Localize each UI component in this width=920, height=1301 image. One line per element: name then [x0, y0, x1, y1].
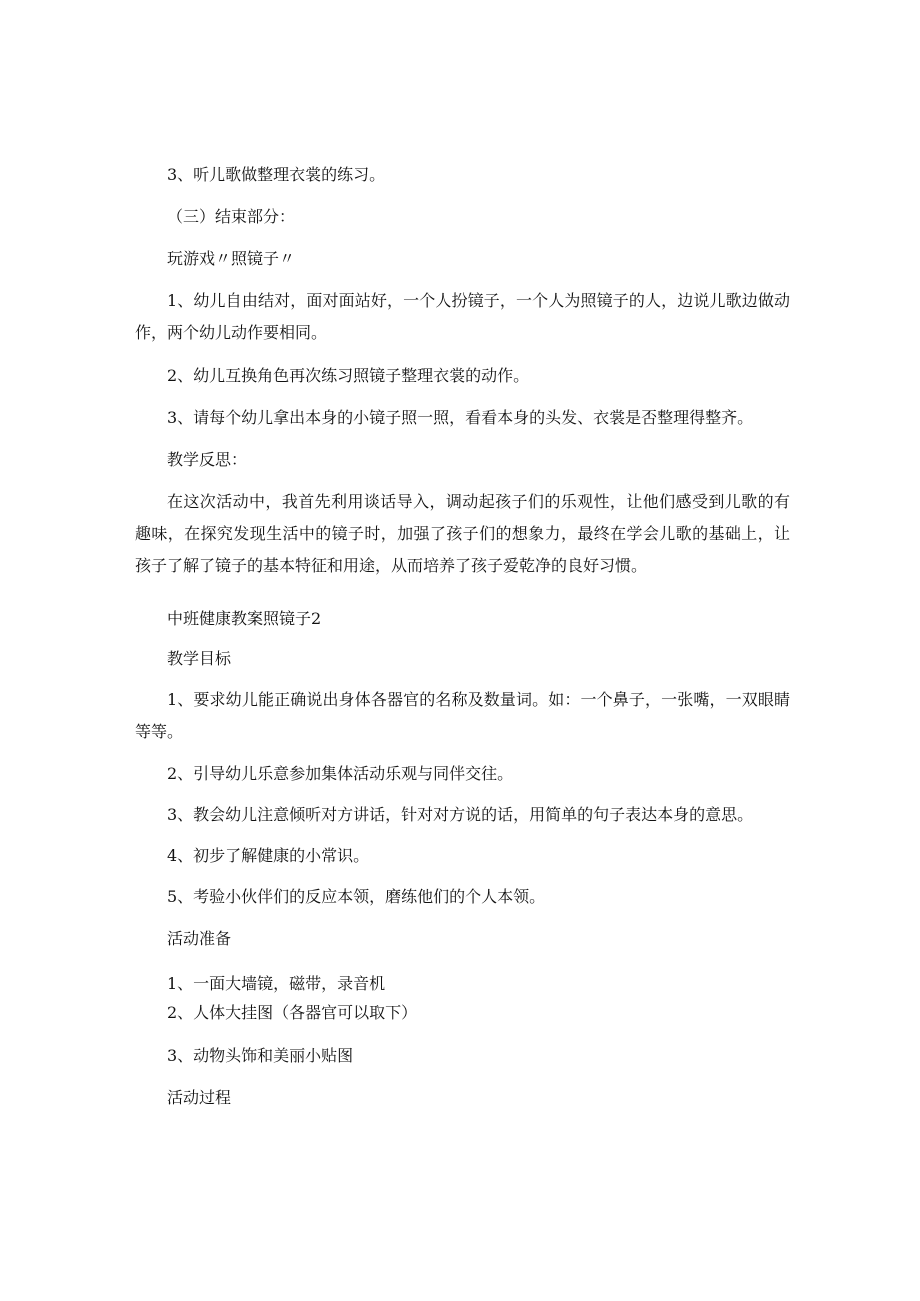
paragraph: 4、初步了解健康的小常识。: [167, 846, 370, 865]
paragraph: 1、要求幼儿能正确说出身体各器官的名称及数量词。如：一个鼻子，一张嘴，一双眼睛等等。: [135, 690, 790, 741]
section-heading: 教学反思：: [167, 450, 248, 469]
paragraph: 3、教会幼儿注意倾听对方讲话，针对对方说的话，用简单的句子表达本身的意思。: [167, 805, 754, 824]
section-heading: 活动准备: [167, 929, 232, 948]
section-heading: （三）结束部分：: [167, 207, 296, 226]
paragraph: 3、听儿歌做整理衣裳的练习。: [167, 165, 386, 184]
paragraph: 在这次活动中，我首先利用谈话导入，调动起孩子们的乐观性，让他们感受到儿歌的有趣味，在探究发现生活中的镜子时，加强了孩子们的想象力，最终在学会儿歌的基础上，让孩子了解了镜子的基本特征和用途，从而培养了孩子爱乾净的良好习惯。: [135, 492, 790, 575]
paragraph: 2、幼儿互换角色再次练习照镜子整理衣裳的动作。: [167, 366, 530, 385]
list-item: 1、一面大墙镜，磁带，录音机: [167, 974, 386, 993]
paragraph: 1、幼儿自由结对，面对面站好，一个人扮镜子，一个人为照镜子的人，边说儿歌边做动作，两个幼儿动作要相同。: [135, 291, 790, 342]
paragraph: 5、考验小伙伴们的反应本领，磨练他们的个人本领。: [167, 887, 546, 906]
section-heading: 活动过程: [167, 1088, 232, 1107]
paragraph: 3、请每个幼儿拿出本身的小镜子照一照，看看本身的头发、衣裳是否整理得整齐。: [167, 408, 754, 427]
section-heading: 教学目标: [167, 649, 232, 668]
list-item: 2、人体大挂图（各器官可以取下）: [167, 1003, 418, 1022]
paragraph: 玩游戏〃照镜子〃: [167, 249, 296, 268]
section-heading: 中班健康教案照镜子2: [167, 609, 322, 628]
list-item: 3、动物头饰和美丽小贴图: [167, 1046, 354, 1065]
paragraph: 2、引导幼儿乐意参加集体活动乐观与同伴交往。: [167, 764, 514, 783]
